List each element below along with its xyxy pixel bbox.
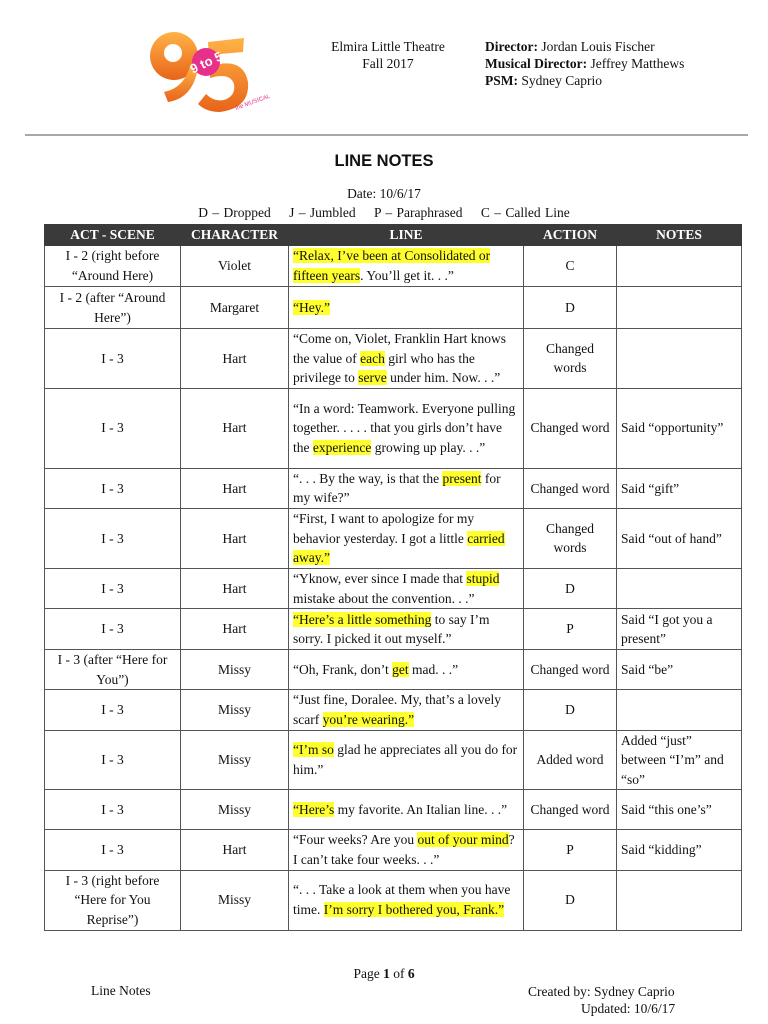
legend-item: C – Called Line <box>480 205 570 220</box>
cell-action: D <box>524 568 617 608</box>
line-text: “Yknow, ever since I made that <box>293 570 467 586</box>
cell-line <box>289 830 524 870</box>
cell-character: Hart <box>181 830 289 870</box>
cell-character: Hart <box>181 388 289 468</box>
table-row <box>45 830 742 870</box>
line-text: growing up play. . .” <box>371 440 486 456</box>
cell-character: Hart <box>181 609 289 650</box>
legend-item: P – Paraphrased <box>374 205 463 220</box>
table-row <box>45 388 742 468</box>
cell-line <box>289 287 524 329</box>
cell-action: Changed word <box>524 790 617 830</box>
cell-line <box>289 508 524 568</box>
footer-credits <box>528 983 675 1017</box>
cell-act-scene: I - 3 <box>45 790 181 830</box>
highlighted-text: “I’m so <box>293 742 334 758</box>
cell-character: Hart <box>181 568 289 608</box>
cell-act-scene: I - 3 <box>45 568 181 608</box>
director-line <box>485 38 684 55</box>
col-header-notes: NOTES <box>617 225 742 246</box>
line-text: “In a word: Teamwork. Everyone pulling together. . . . . that you girls don’t have the <box>293 400 516 456</box>
cell-action: Changed word <box>524 388 617 468</box>
cell-act-scene: I - 3 <box>45 609 181 650</box>
line-notes-table <box>44 224 742 931</box>
cell-act-scene: I - 3 <box>45 329 181 389</box>
col-header-line: LINE <box>289 225 524 246</box>
cell-character: Margaret <box>181 287 289 329</box>
line-text: “. . . By the way, is that the <box>293 470 443 486</box>
highlighted-text: serve <box>358 370 387 386</box>
cell-act-scene: I - 3 <box>45 730 181 790</box>
cell-notes <box>617 329 742 389</box>
cell-action: Changed words <box>524 329 617 389</box>
page-number <box>0 966 768 982</box>
music-director-line <box>485 55 684 72</box>
table-row <box>45 870 742 930</box>
cell-notes: Said “I got you a present” <box>617 609 742 650</box>
cell-action: Changed words <box>524 508 617 568</box>
line-text: “Four weeks? Are you <box>293 832 418 848</box>
updated-date: Updated: 10/6/17 <box>581 1001 676 1016</box>
line-text: “. . . Take a look at them when you have time. <box>293 882 511 917</box>
cell-act-scene: I - 2 (after “Around Here”) <box>45 287 181 329</box>
highlighted-text: you’re wearing.” <box>322 711 415 727</box>
highlighted-text: out of your mind <box>417 832 509 848</box>
cell-notes <box>617 690 742 730</box>
cell-character: Hart <box>181 508 289 568</box>
cell-notes <box>617 246 742 287</box>
theatre-name: Elmira Little Theatre <box>331 39 445 54</box>
page-title: LINE NOTES <box>334 152 434 170</box>
line-text: girl who has the privilege to <box>293 350 475 386</box>
cell-notes: Said “this one’s” <box>617 790 742 830</box>
cell-character: Missy <box>181 730 289 790</box>
page-of: of <box>389 966 408 981</box>
highlighted-text: “Here’s a little something <box>293 611 432 627</box>
cell-action: D <box>524 287 617 329</box>
table-row <box>45 508 742 568</box>
cell-act-scene: I - 3 <box>45 388 181 468</box>
cell-line <box>289 468 524 508</box>
cell-action: D <box>524 690 617 730</box>
table-row <box>45 690 742 730</box>
table-row <box>45 329 742 389</box>
show-logo <box>140 22 270 122</box>
line-text: . You’ll get it. . .” <box>360 268 454 283</box>
line-text: ? I can’t take four weeks. . .” <box>293 832 515 867</box>
line-text: for my wife?” <box>293 470 501 506</box>
cell-act-scene: I - 3 <box>45 830 181 870</box>
cell-character: Missy <box>181 870 289 930</box>
cell-notes: Said “kidding” <box>617 830 742 870</box>
cell-line <box>289 388 524 468</box>
col-header-character: CHARACTER <box>181 225 289 246</box>
cell-notes <box>617 287 742 329</box>
line-text: “First, I want to apologize for my behavior yesterday. I got a little <box>293 511 475 546</box>
highlighted-text: carried away.” <box>293 530 505 566</box>
highlighted-text: experience <box>312 440 372 456</box>
table-header-row <box>45 225 742 246</box>
table-row <box>45 287 742 329</box>
table-row <box>45 246 742 287</box>
cell-action: P <box>524 830 617 870</box>
table-row <box>45 468 742 508</box>
page-total: 6 <box>407 966 415 981</box>
cell-character: Hart <box>181 468 289 508</box>
highlighted-text: “Here’s <box>293 802 335 818</box>
director-name: Jordan Louis Fischer <box>541 39 655 54</box>
highlighted-text: get <box>392 661 409 677</box>
col-header-action: ACTION <box>524 225 617 246</box>
cell-action: C <box>524 246 617 287</box>
cell-line <box>289 870 524 930</box>
line-text: to say I’m sorry. I picked it out myself.” <box>293 611 490 647</box>
header-divider <box>25 134 748 136</box>
psm-line <box>485 72 684 89</box>
cell-notes: Said “be” <box>617 650 742 690</box>
page-current: 1 <box>383 966 390 981</box>
cell-notes: Added “just” between “I’m” and “so” <box>617 730 742 790</box>
cell-notes: Said “out of hand” <box>617 508 742 568</box>
line-text: mad. . .” <box>408 661 459 677</box>
season: Fall 2017 <box>362 56 414 71</box>
code-legend <box>0 205 768 221</box>
line-text: my favorite. An Italian line. . .” <box>334 802 508 818</box>
cell-action: Changed word <box>524 468 617 508</box>
table-row <box>45 609 742 650</box>
cell-character: Violet <box>181 246 289 287</box>
staff-info <box>485 38 684 89</box>
highlighted-text: each <box>360 350 385 366</box>
cell-line <box>289 730 524 790</box>
theatre-info <box>318 38 458 72</box>
cell-act-scene: I - 2 (right before “Around Here) <box>45 246 181 287</box>
cell-action: D <box>524 870 617 930</box>
page-prefix: Page <box>353 966 384 981</box>
table-body <box>45 246 742 931</box>
cell-line <box>289 650 524 690</box>
table-row <box>45 790 742 830</box>
cell-line <box>289 568 524 608</box>
cell-act-scene: I - 3 <box>45 508 181 568</box>
cell-line <box>289 609 524 650</box>
cell-act-scene: I - 3 (after “Here for You”) <box>45 650 181 690</box>
table-row <box>45 730 742 790</box>
line-text: “Come on, Violet, Franklin Hart knows the value of <box>293 331 507 366</box>
logo-to-text: 9 to 5 <box>187 48 225 77</box>
line-text: mistake about the convention. . .” <box>293 590 475 606</box>
cell-notes: Said “opportunity” <box>617 388 742 468</box>
logo-subtitle: the MUSICAL <box>234 93 270 112</box>
highlighted-text: “Relax, I’ve been at Consolidated or fifteen years <box>293 248 491 283</box>
director-label: Director: <box>485 39 538 54</box>
nine-to-five-logo-icon <box>140 22 270 122</box>
line-text: glad he appreciates all you do for him.” <box>293 742 518 777</box>
notes-date: Date: 10/6/17 <box>347 186 421 201</box>
cell-act-scene: I - 3 <box>45 468 181 508</box>
psm-label: PSM: <box>485 73 518 88</box>
line-text: under him. Now. . .” <box>386 370 501 386</box>
cell-character: Hart <box>181 329 289 389</box>
table-row <box>45 650 742 690</box>
cell-act-scene: I - 3 <box>45 690 181 730</box>
legend-item: D – Dropped <box>198 205 271 220</box>
cell-notes <box>617 870 742 930</box>
cell-line <box>289 246 524 287</box>
music-director-label: Musical Director: <box>485 56 588 71</box>
cell-line <box>289 329 524 389</box>
line-text: “Just fine, Doralee. My, that’s a lovely scarf <box>293 692 501 727</box>
col-header-act-scene: ACT - SCENE <box>45 225 181 246</box>
cell-character: Missy <box>181 790 289 830</box>
legend-item: J – Jumbled <box>289 205 356 220</box>
cell-line <box>289 690 524 730</box>
highlighted-text: I’m sorry I bothered you, Frank.” <box>323 902 505 917</box>
highlighted-text: present <box>442 470 482 486</box>
footer-doc-name: Line Notes <box>91 983 151 998</box>
cell-action: P <box>524 609 617 650</box>
highlighted-text: “Hey.” <box>293 299 330 315</box>
cell-character: Missy <box>181 690 289 730</box>
cell-character: Missy <box>181 650 289 690</box>
highlighted-text: stupid <box>466 570 500 586</box>
table-row <box>45 568 742 608</box>
line-text: “Oh, Frank, don’t <box>293 661 393 677</box>
cell-line <box>289 790 524 830</box>
created-by: Created by: Sydney Caprio <box>528 984 675 999</box>
cell-action: Added word <box>524 730 617 790</box>
psm-name: Sydney Caprio <box>521 73 602 88</box>
cell-notes <box>617 568 742 608</box>
cell-action: Changed word <box>524 650 617 690</box>
cell-act-scene: I - 3 (right before “Here for You Reprise”) <box>45 870 181 930</box>
music-director-name: Jeffrey Matthews <box>590 56 685 71</box>
cell-notes: Said “gift” <box>617 468 742 508</box>
